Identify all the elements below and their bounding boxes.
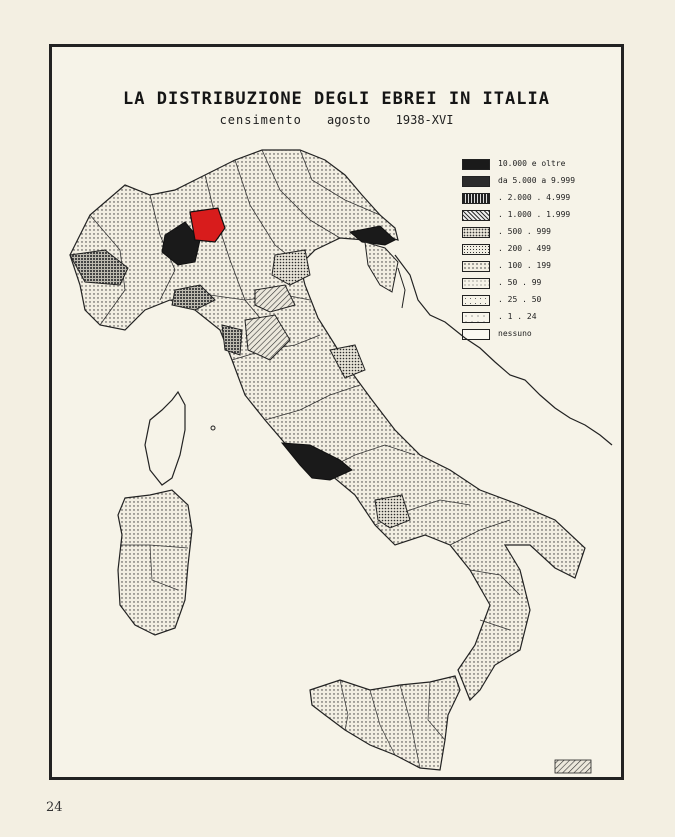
legend-label: nessuno [498, 329, 532, 338]
legend-label: . 2.000 . 4.999 [498, 193, 571, 202]
sardinia [118, 490, 192, 635]
legend-label: . 200 . 499 [498, 244, 551, 253]
legend-label: . 1 . 24 [498, 312, 537, 321]
adriatic-island [398, 268, 405, 308]
legend-label: da 5.000 a 9.999 [498, 176, 576, 185]
adriatic-coast [395, 255, 612, 445]
legend-label: . 1.000 . 1.999 [498, 210, 571, 219]
istria [365, 242, 398, 292]
cartographer-mark [555, 760, 591, 773]
subtitle-year: 1938-XVI [395, 113, 454, 127]
legend-label: . 500 . 999 [498, 227, 551, 236]
province-livorno [222, 325, 242, 355]
elba-island [211, 426, 215, 430]
subtitle-month: agosto [327, 113, 371, 127]
corsica [145, 392, 185, 485]
subtitle-census: censimento [219, 113, 302, 127]
map-title: LA DISTRIBUZIONE DEGLI EBREI IN ITALIA [123, 89, 550, 109]
sicily [310, 676, 460, 770]
page-number: 24 [46, 800, 63, 815]
legend-label: 10.000 e oltre [498, 159, 566, 168]
legend-label: . 50 . 99 [498, 278, 542, 287]
legend-label: . 100 . 199 [498, 261, 551, 270]
legend-label: . 25 . 50 [498, 295, 542, 304]
